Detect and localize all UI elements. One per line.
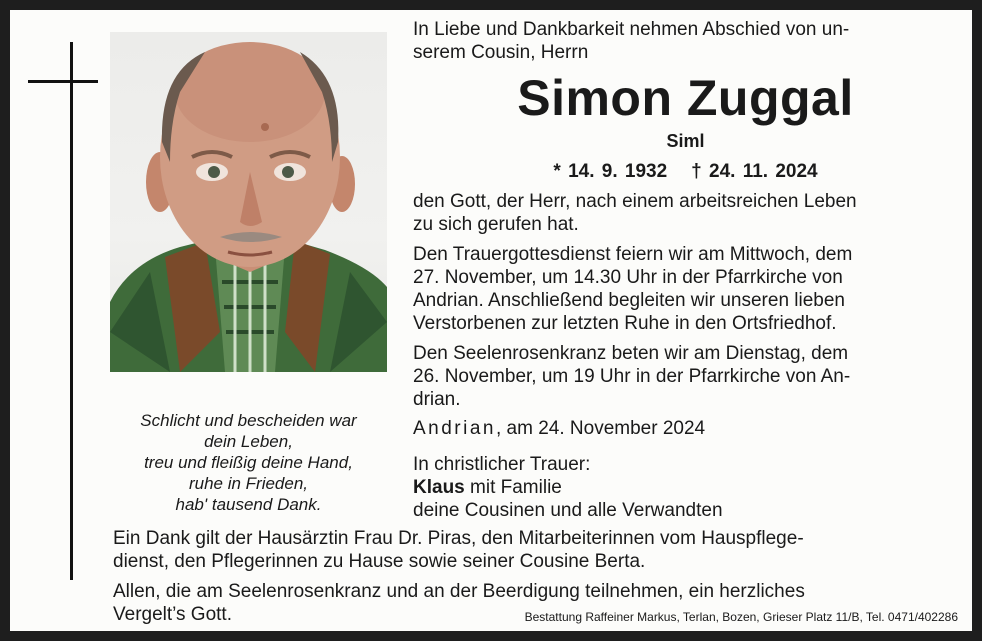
obituary-card [10,10,972,631]
poem-line: hab' tausend Dank. [175,495,322,514]
paragraph-line: den Gott, der Herr, nach einem arbeitsreichen Leben [413,191,857,212]
intro-text [413,18,958,64]
death-date: † 24. 11. 2024 [691,161,818,182]
mourner-rest: mit Familie [464,477,562,498]
thanks-paragraph [113,527,958,573]
mourners-title: In christlicher Trauer: [413,454,591,475]
paragraph-line: Verstorbenen zur letzten Ruhe in den Ortsfriedhof. [413,313,837,334]
paragraph-line: Andrian. Anschließend begleiten wir unseren lieben [413,290,845,311]
cross-icon [70,42,73,580]
poem-line: Schlicht und bescheiden war [140,411,357,430]
paragraph-line: Allen, die am Seelenrosenkranz und an der Beerdigung teilnehmen, ein herzliches [113,581,805,602]
paragraph-line: zu sich gerufen hat. [413,214,579,235]
poem-line: treu und fleißig deine Hand, [144,453,353,472]
intro-line: serem Cousin, Herrn [413,42,589,63]
date-line: , am 24. November 2024 [496,418,706,439]
funeral-home-footer: Bestattung Raffeiner Markus, Terlan, Bozen, Grieser Platz 11/B, Tel. 0471/402286 [524,610,958,624]
paragraph-line: drian. [413,389,461,410]
paragraph-funeral-service [413,243,958,335]
deceased-nickname: Siml [666,131,705,151]
mourners [413,453,958,522]
life-dates [413,161,958,183]
intro-line: In Liebe und Dankbarkeit nehmen Abschied von un- [413,19,850,40]
cross-icon-bar [28,80,98,83]
birth-date: * 14. 9. 1932 [553,161,668,182]
paragraph-line: 26. November, um 19 Uhr in der Pfarrkirche von An- [413,366,851,387]
portrait-photo [110,32,387,372]
place-date-line [413,417,958,440]
paragraph-rosary [413,342,958,411]
paragraph-line: Vergelt’s Gott. [113,604,232,625]
paragraph-line: 27. November, um 14.30 Uhr in der Pfarrkirche von [413,267,843,288]
paragraph-line: dienst, den Pflegerinnen zu Hause sowie seiner Cousine Berta. [113,551,646,572]
paragraph-line: Den Trauergottesdienst feiern wir am Mittwoch, dem [413,244,853,265]
mourners-line: deine Cousinen und alle Verwandten [413,500,723,521]
poem-line: dein Leben, [204,432,293,451]
paragraph-called-home [413,190,958,236]
mourner-name: Klaus [413,477,465,498]
poem [110,410,387,515]
mourners-line [413,476,958,499]
deceased-name: Simon Zuggal [517,70,854,126]
paragraph-line: Den Seelenrosenkranz beten wir am Dienstag, dem [413,343,849,364]
place-name: Andrian [413,418,496,439]
poem-line: ruhe in Frieden, [188,474,309,493]
paragraph-line: Ein Dank gilt der Hausärztin Frau Dr. Piras, den Mitarbeiterinnen vom Hauspflege- [113,528,804,549]
